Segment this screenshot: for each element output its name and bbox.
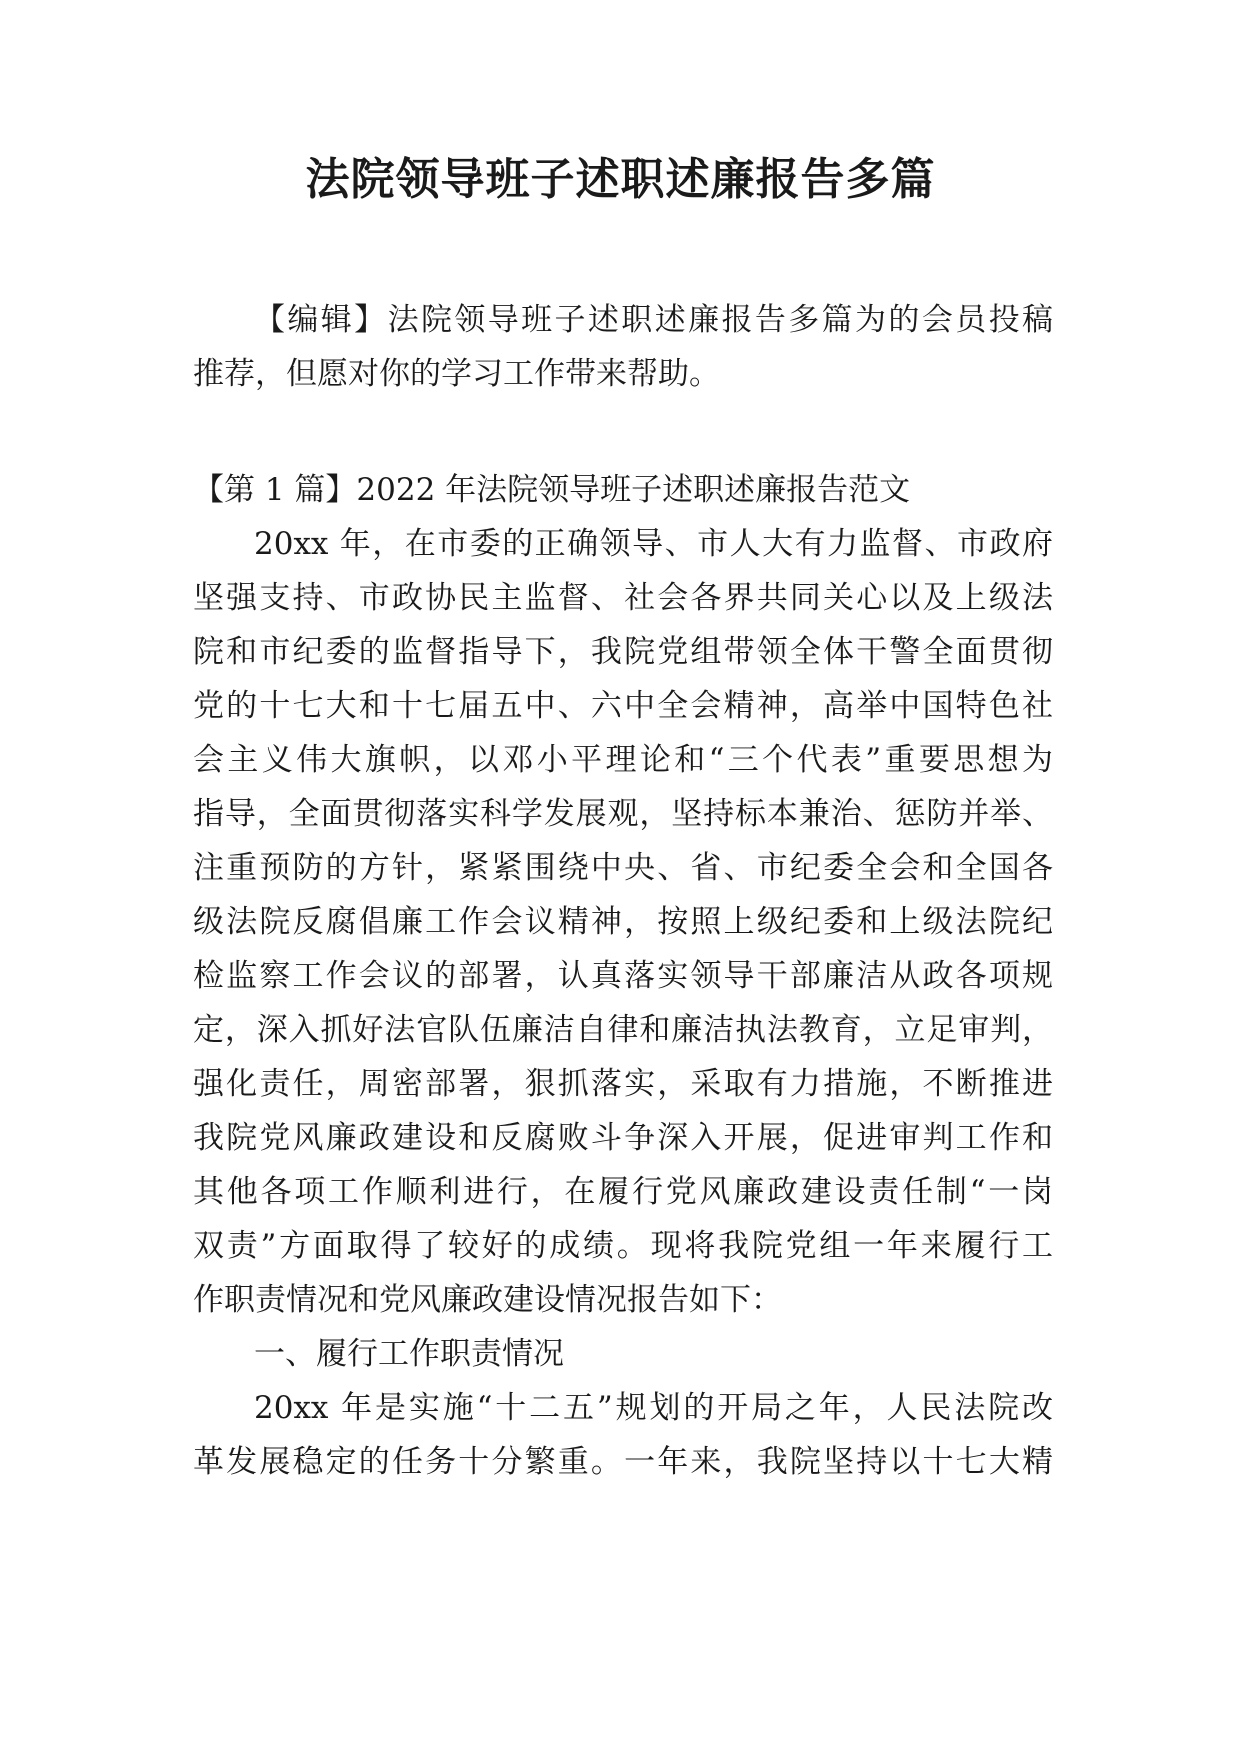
paragraph1-line: 强化责任，周密部署，狠抓落实，采取有力措施，不断推进 <box>193 1066 1053 1102</box>
document-title: 法院领导班子述职述廉报告多篇 <box>305 154 936 205</box>
paragraph1-line: 检监察工作会议的部署，认真落实领导干部廉洁从政各项规 <box>193 958 1053 994</box>
paragraph1-line: 注重预防的方针，紧紧围绕中央、省、市纪委全会和全国各 <box>193 850 1053 886</box>
intro-line-2: 推荐，但愿对你的学习工作带来帮助。 <box>193 356 720 392</box>
paragraph1-line: 我院党风廉政建设和反腐败斗争深入开展，促进审判工作和 <box>193 1120 1053 1156</box>
paragraph1-line: 定，深入抓好法官队伍廉洁自律和廉洁执法教育，立足审判， <box>193 1012 1053 1048</box>
paragraph2-line: 20xx 年是实施“十二五”规划的开局之年，人民法院改 <box>254 1390 1053 1426</box>
paragraph2-line: 革发展稳定的任务十分繁重。一年来，我院坚持以十七大精 <box>193 1444 1053 1480</box>
subheading: 一、履行工作职责情况 <box>254 1336 564 1372</box>
paragraph1-line: 20xx 年，在市委的正确领导、市人大有力监督、市政府 <box>254 526 1053 562</box>
paragraph1-line: 指导，全面贯彻落实科学发展观，坚持标本兼治、惩防并举、 <box>193 796 1053 832</box>
intro-line-1: 【编辑】法院领导班子述职述廉报告多篇为的会员投稿 <box>254 302 1053 338</box>
paragraph1-line: 会主义伟大旗帜，以邓小平理论和“三个代表”重要思想为 <box>193 742 1053 778</box>
paragraph1-line: 双责”方面取得了较好的成绩。现将我院党组一年来履行工 <box>193 1228 1053 1264</box>
paragraph1-line: 院和市纪委的监督指导下，我院党组带领全体干警全面贯彻 <box>193 634 1053 670</box>
paragraph1-line: 级法院反腐倡廉工作会议精神，按照上级纪委和上级法院纪 <box>193 904 1053 940</box>
paragraph1-line: 作职责情况和党风廉政建设情况报告如下： <box>193 1282 782 1318</box>
section-heading: 【第 1 篇】2022 年法院领导班子述职述廉报告范文 <box>193 472 911 508</box>
paragraph1-line: 其他各项工作顺利进行，在履行党风廉政建设责任制“一岗 <box>193 1174 1053 1210</box>
paragraph1-line: 党的十七大和十七届五中、六中全会精神，高举中国特色社 <box>193 688 1053 724</box>
paragraph1-line: 坚强支持、市政协民主监督、社会各界共同关心以及上级法 <box>193 580 1053 616</box>
